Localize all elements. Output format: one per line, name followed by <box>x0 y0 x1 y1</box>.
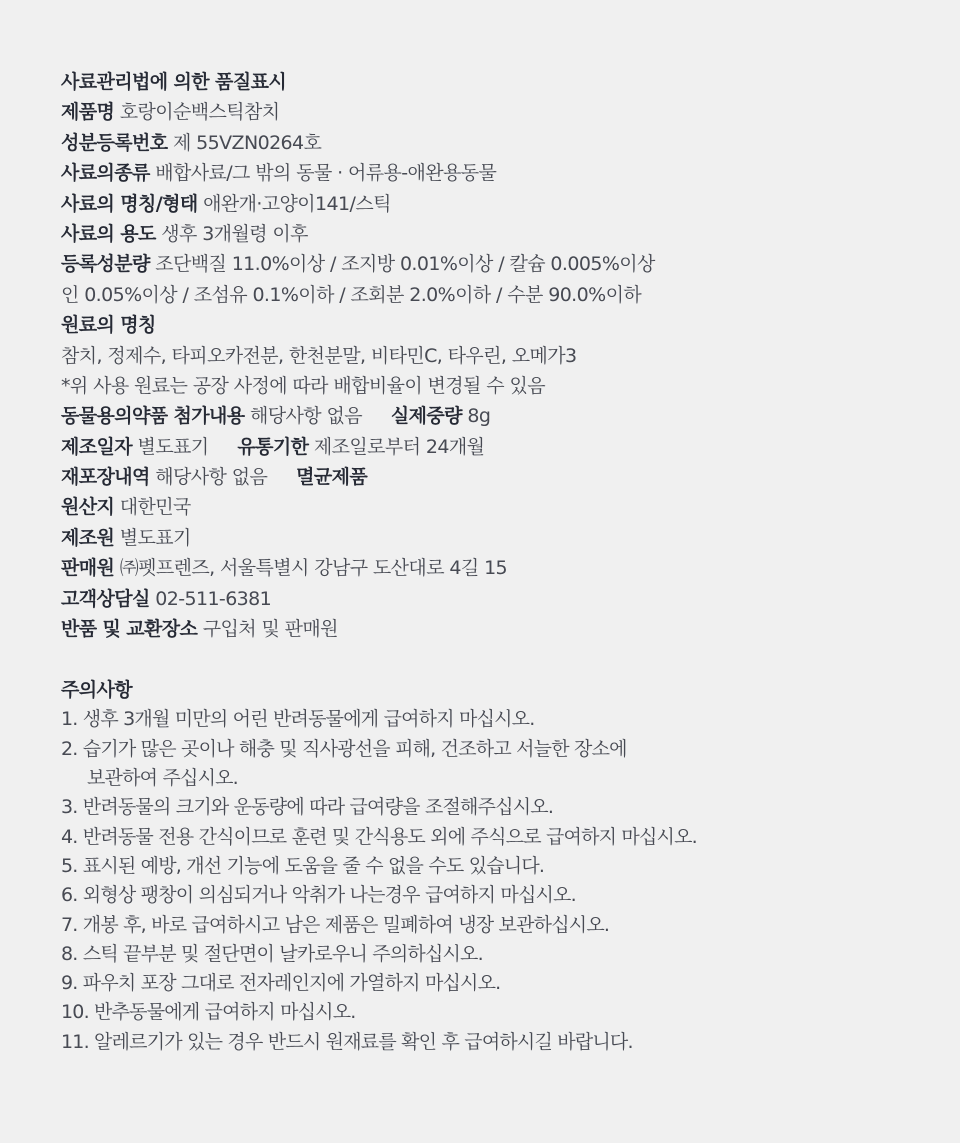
notice-item-6: 6. 외형상 팽창이 의심되거나 악취가 나는경우 급여하지 마십시오. <box>61 884 576 907</box>
feed-use-label: 사료의 용도 <box>61 222 156 245</box>
expiry-value: 제조일로부터 24개월 <box>313 435 485 458</box>
feed-name-form-value: 애완개·고양이141/스틱 <box>203 192 391 215</box>
notice-item-7: 7. 개봉 후, 바로 급여하시고 남은 제품은 밀폐하여 냉장 보관하십시오. <box>61 913 610 936</box>
product-name-value: 호랑이순백스틱참치 <box>119 101 280 124</box>
notice-item-2-text: 2. 습기가 많은 곳이나 해충 및 직사광선을 피해, 건조하고 서늘한 장소에 <box>61 737 627 760</box>
customer-service-row <box>61 584 960 614</box>
repackaging-label: 재포장내역 <box>61 466 150 489</box>
repackaging-row <box>61 462 960 492</box>
section-spacer <box>61 644 960 675</box>
notices-title: 주의사항 <box>61 679 133 702</box>
registration-no-value: 제 55VZN0264호 <box>172 131 322 154</box>
registered-components-row <box>61 249 960 279</box>
feed-use-value: 생후 3개월령 이후 <box>161 222 308 245</box>
repackaging-value: 해당사항 없음 <box>155 466 268 489</box>
feed-type-value: 배합사료/그 밖의 동물 · 어류용-애완용동물 <box>155 162 497 185</box>
notice-item-5: 5. 표시된 예방, 개선 기능에 도움을 줄 수 없을 수도 있습니다. <box>61 854 545 877</box>
feed-name-form-row <box>61 189 960 219</box>
manufacture-date-label: 제조일자 <box>61 435 133 458</box>
product-name-row <box>61 97 960 127</box>
ingredients-row <box>61 341 960 371</box>
feed-type-label: 사료의종류 <box>61 162 150 185</box>
net-weight-value: 8g <box>467 405 491 428</box>
registered-components-label: 등록성분량 <box>61 253 150 276</box>
feed-type-row <box>61 158 960 188</box>
returns-row <box>61 614 960 644</box>
seller-label: 판매원 <box>61 557 115 580</box>
notice-item-2-continuation: 보관하여 주십시오. <box>87 767 238 790</box>
registration-no-label: 성분등록번호 <box>61 131 168 154</box>
notice-item-8: 8. 스틱 끝부분 및 절단면이 날카로우니 주의하십시오. <box>61 942 483 965</box>
manufacturer-label: 제조원 <box>61 526 115 549</box>
sterilized-label: 멸균제품 <box>296 466 368 489</box>
seller-row <box>61 553 960 583</box>
manufacturer-row <box>61 523 960 553</box>
customer-service-phone: 02-511-6381 <box>155 587 272 610</box>
notice-item-10: 10. 반추동물에게 급여하지 마십시오. <box>61 1001 356 1024</box>
manufacture-date-value: 별도표기 <box>137 435 209 458</box>
expiry-label: 유통기한 <box>237 435 309 458</box>
product-name-label: 제품명 <box>61 101 115 124</box>
origin-row <box>61 492 960 522</box>
customer-service-label: 고객상담실 <box>61 587 150 610</box>
notice-item-3: 3. 반려동물의 크기와 운동량에 따라 급여량을 조절해주십시오. <box>61 796 554 819</box>
ingredients-value: 참치, 정제수, 타피오카전분, 한천분말, 비타민C, 타우린, 오메가3 <box>61 344 577 367</box>
ingredients-label: 원료의 명칭 <box>61 314 156 337</box>
notice-item-9: 9. 파우치 포장 그대로 전자레인지에 가열하지 마십시오. <box>61 972 501 995</box>
notice-item-1: 1. 생후 3개월 미만의 어린 반려동물에게 급여하지 마십시오. <box>61 708 535 731</box>
registered-components-value-1: 조단백질 11.0%이상 / 조지방 0.01%이상 / 칼슘 0.005%이상 <box>155 253 655 276</box>
notice-item-11: 11. 알레르기가 있는 경우 반드시 원재료를 확인 후 급여하시길 바랍니다. <box>61 1030 633 1053</box>
ingredients-heading-row <box>61 310 960 340</box>
veterinary-weight-row <box>61 401 960 431</box>
document-title: 사료관리법에 의한 품질표시 <box>61 71 287 93</box>
notice-item-2 <box>61 735 960 794</box>
registration-no-row <box>61 128 960 158</box>
manufacturer-value: 별도표기 <box>119 526 191 549</box>
ingredients-note: *위 사용 원료는 공장 사정에 따라 배합비율이 변경될 수 있음 <box>61 374 545 397</box>
origin-value: 대한민국 <box>119 496 191 519</box>
net-weight-label: 실제중량 <box>390 405 462 428</box>
notice-item-4: 4. 반려동물 전용 간식이므로 훈련 및 간식용도 외에 주식으로 급여하지 마십시오. <box>61 825 697 848</box>
origin-label: 원산지 <box>61 496 115 519</box>
seller-value: ㈜펫프렌즈, 서울특별시 강남구 도산대로 4길 15 <box>119 557 508 580</box>
feed-use-row <box>61 219 960 249</box>
returns-value: 구입처 및 판매원 <box>202 618 338 641</box>
feed-name-form-label: 사료의 명칭/형태 <box>61 192 198 215</box>
registered-components-value-2: 인 0.05%이상 / 조섬유 0.1%이하 / 조회분 2.0%이하 / 수분 90.0%이하 <box>61 283 642 306</box>
ingredients-note-row <box>61 371 960 401</box>
returns-label: 반품 및 교환장소 <box>61 618 198 641</box>
veterinary-drugs-label: 동물용의약품 첨가내용 <box>61 405 245 428</box>
date-expiry-row <box>61 432 960 462</box>
veterinary-drugs-value: 해당사항 없음 <box>250 405 362 428</box>
registered-components-row-2 <box>61 280 960 310</box>
